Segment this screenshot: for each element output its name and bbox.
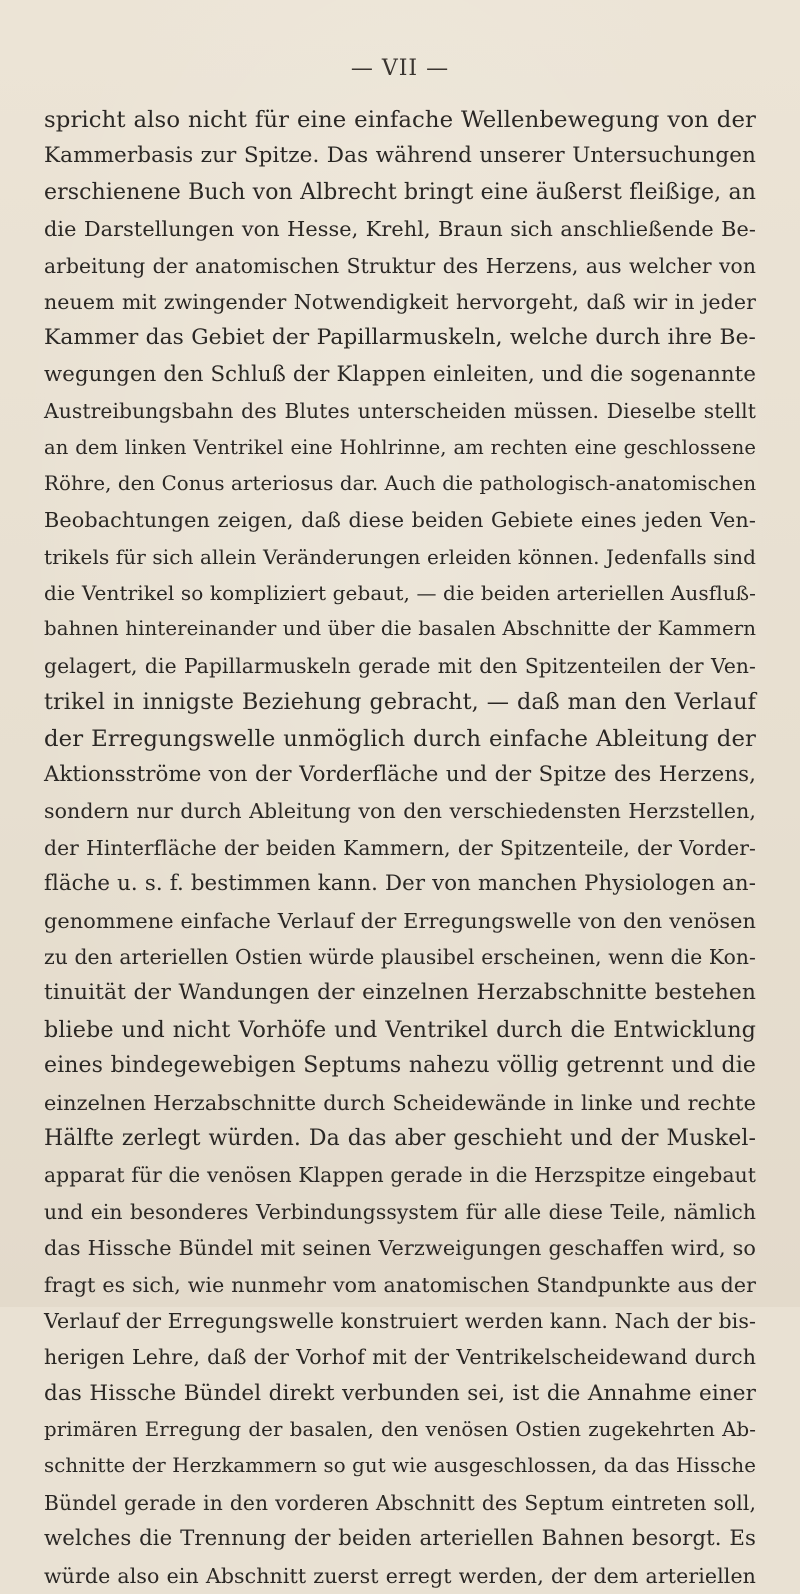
text-line: der Erregungswelle unmöglich durch einfache Ableitung der (44, 725, 756, 752)
text-line: Röhre, den Conus arteriosus dar. Auch die pathologisch-anatomischen (44, 471, 757, 495)
text-line: tinuität der Wandungen der einzelnen Herzabschnitte bestehen (44, 980, 756, 1006)
text-line: trikel in innigste Beziehung gebracht, — daß man den Verlauf (44, 689, 756, 716)
text-line: apparat für die venösen Klappen gerade in die Herzspitze eingebaut (44, 1163, 756, 1188)
text-line: Hälfte zerlegt würden. Da das aber geschieht und der Muskel- (44, 1125, 756, 1151)
text-line: arbeitung der anatomischen Struktur des Herzens, aus welcher von (44, 253, 756, 278)
text-line: der Hinterfläche der beiden Kammern, der Spitzenteile, der Vorder- (44, 835, 756, 860)
page-number: — VII — (350, 56, 450, 81)
text-line: sondern nur durch Ableitung von den verschiedensten Herzstellen, (44, 799, 756, 824)
text-line: Austreibungsbahn des Blutes unterscheiden müssen. Dieselbe stellt (44, 399, 756, 424)
text-line: einzelnen Herzabschnitte durch Scheidewände in linke und rechte (44, 1090, 756, 1115)
text-line: schnitte der Herzkammern so gut wie ausgeschlossen, da das Hissche (44, 1454, 756, 1478)
text-line: wegungen den Schluß der Klappen einleiten, und die sogenannte (44, 361, 756, 387)
text-line: neuem mit zwingender Notwendigkeit hervorgeht, daß wir in jeder (44, 289, 756, 314)
text-line: trikels für sich allein Veränderungen erleiden können. Jedenfalls sind (44, 544, 756, 569)
text-line: herigen Lehre, daß der Vorhof mit der Ventrikelscheidewand durch (44, 1345, 756, 1370)
text-line: die Darstellungen von Hesse, Krehl, Braun sich anschließende Be- (44, 217, 756, 242)
text-line: Kammer das Gebiet der Papillarmuskeln, welche durch ihre Be- (44, 325, 756, 351)
text-line: die Ventrikel so kompliziert gebaut, — die beiden arteriellen Ausfluß- (44, 581, 756, 606)
text-line: fragt es sich, wie nunmehr vom anatomischen Standpunkte aus der (44, 1272, 756, 1297)
text-line: gelagert, die Papillarmuskeln gerade mit den Spitzenteilen der Ven- (44, 653, 756, 678)
text-line: an dem linken Ventrikel eine Hohlrinne, am rechten eine geschlossene (44, 435, 756, 459)
text-line: genommene einfache Verlauf der Erregungswelle von den venösen (44, 908, 756, 933)
text-line: Beobachtungen zeigen, daß diese beiden Gebiete eines jeden Ven- (44, 508, 756, 533)
text-line: spricht also nicht für eine einfache Wellenbewegung von der (44, 107, 756, 133)
text-line: würde also ein Abschnitt zuerst erregt werden, der dem arteriellen (44, 1563, 756, 1588)
text-line: Aktionsströme von der Vorderfläche und der Spitze des Herzens, (44, 762, 756, 788)
text-line: Bündel gerade in den vorderen Abschnitt des Septum eintreten soll, (44, 1490, 756, 1515)
text-line: welches die Trennung der beiden arteriellen Bahnen besorgt. Es (44, 1526, 756, 1552)
text-line: zu den arteriellen Ostien würde plausibel erscheinen, wenn die Kon- (44, 944, 756, 969)
text-line: eines bindegewebigen Septums nahezu völlig getrennt und die (44, 1053, 756, 1079)
text-line: fläche u. s. f. bestimmen kann. Der von manchen Physiologen an- (44, 871, 756, 897)
text-line: primären Erregung der basalen, den venösen Ostien zugekehrten Ab- (44, 1418, 756, 1442)
text-line: bliebe und nicht Vorhöfe und Ventrikel durch die Entwicklung (44, 1016, 756, 1043)
text-line: das Hissche Bündel direkt verbunden sei, ist die Annahme einer (44, 1380, 756, 1406)
text-line: erschienene Buch von Albrecht bringt eine äußerst fleißige, an (44, 179, 756, 205)
text-line: das Hissche Bündel mit seinen Verzweigungen geschaffen wird, so (44, 1236, 756, 1261)
text-line: bahnen hintereinander und über die basalen Abschnitte der Kammern (44, 617, 757, 641)
text-line: Kammerbasis zur Spitze. Das während unserer Untersuchungen (44, 143, 756, 169)
text-line: und ein besonderes Verbindungssystem für alle diese Teile, nämlich (44, 1199, 756, 1224)
body-text (44, 102, 756, 1594)
text-line: Verlauf der Erregungswelle konstruiert werden kann. Nach der bis- (44, 1308, 756, 1333)
